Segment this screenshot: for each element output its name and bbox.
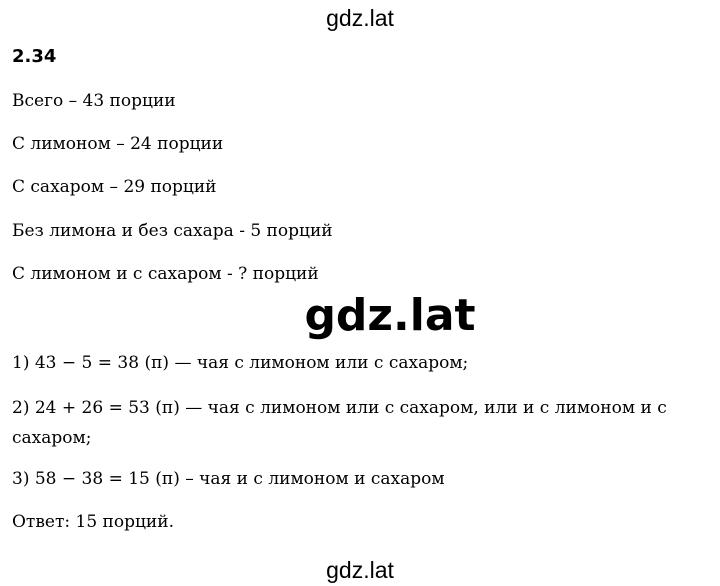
condition-question: С лимоном и с сахаром - ? порций — [12, 264, 319, 284]
answer-line: Ответ: 15 порций. — [12, 512, 174, 532]
solution-step-2: 2) 24 + 26 = 53 (п) — чая с лимоном или с сахаром, или и с лимоном и с сахаром; — [12, 398, 667, 448]
watermark-top: gdz.lat — [326, 5, 394, 31]
condition-lemon: С лимоном – 24 порции — [12, 134, 224, 154]
condition-neither: Без лимона и без сахара - 5 порций — [12, 221, 333, 241]
solution-step-3: 3) 58 − 38 = 15 (п) – чая и с лимоном и сахаром — [12, 469, 445, 489]
watermark-bottom: gdz.lat — [326, 557, 394, 583]
solution-step-1: 1) 43 − 5 = 38 (п) — чая с лимоном или с сахаром; — [12, 353, 469, 373]
watermark-middle: gdz.lat — [304, 290, 476, 341]
condition-total: Всего – 43 порции — [12, 91, 176, 111]
condition-sugar: С сахаром – 29 порций — [12, 177, 217, 197]
task-number: 2.34 — [12, 46, 57, 67]
